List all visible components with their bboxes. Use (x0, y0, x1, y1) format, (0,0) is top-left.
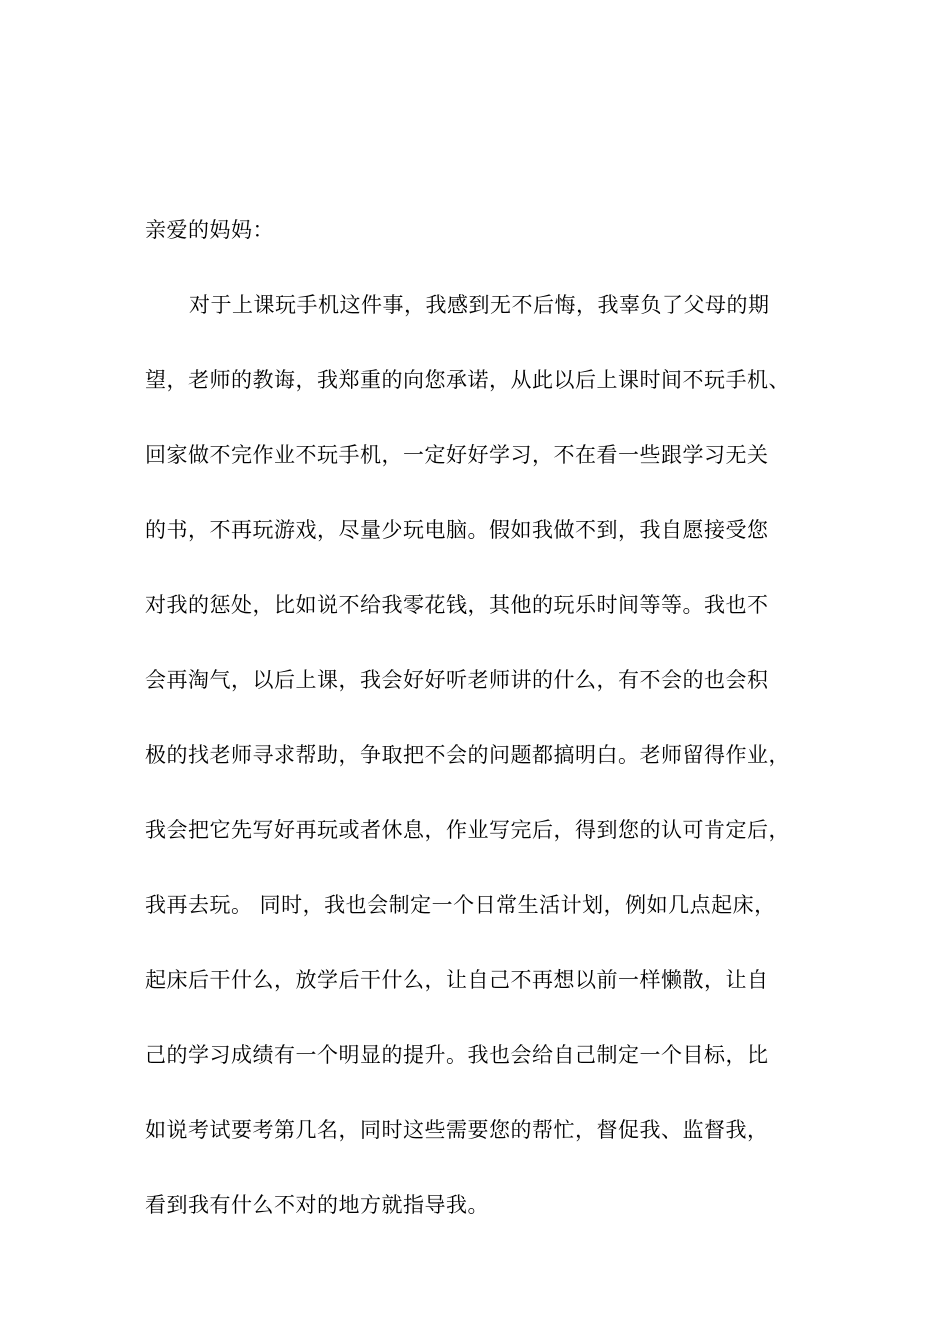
paragraph-line: 起床后干什么，放学后干什么，让自己不再想以前一样懒散，让自 (145, 968, 769, 992)
paragraph-line: 对我的惩处，比如说不给我零花钱，其他的玩乐时间等等。我也不 (145, 593, 769, 617)
paragraph-line: 看到我有什么不对的地方就指导我。 (145, 1193, 489, 1217)
salutation: 亲爱的妈妈： (145, 218, 274, 242)
paragraph-line: 的书，不再玩游戏，尽量少玩电脑。假如我做不到，我自愿接受您 (145, 518, 769, 542)
paragraph-line: 我再去玩。 同时，我也会制定一个日常生活计划，例如几点起床， (145, 893, 776, 917)
paragraph-line: 对于上课玩手机这件事，我感到无不后悔，我辜负了父母的期 (189, 293, 770, 317)
paragraph-line: 望，老师的教诲，我郑重的向您承诺，从此以后上课时间不玩手机、 (145, 368, 790, 392)
paragraph-line: 极的找老师寻求帮助，争取把不会的问题都搞明白。老师留得作业， (145, 743, 790, 767)
paragraph-line: 己的学习成绩有一个明显的提升。我也会给自己制定一个目标，比 (145, 1043, 769, 1067)
letter-body (145, 207, 845, 1257)
paragraph-line: 会再淘气，以后上课，我会好好听老师讲的什么，有不会的也会积 (145, 668, 769, 692)
paragraph-line: 回家做不完作业不玩手机，一定好好学习，不在看一些跟学习无关 (145, 443, 769, 467)
paragraph-line: 我会把它先写好再玩或者休息，作业写完后，得到您的认可肯定后， (145, 818, 790, 842)
paragraph-line: 如说考试要考第几名，同时这些需要您的帮忙，督促我、监督我， (145, 1118, 769, 1142)
